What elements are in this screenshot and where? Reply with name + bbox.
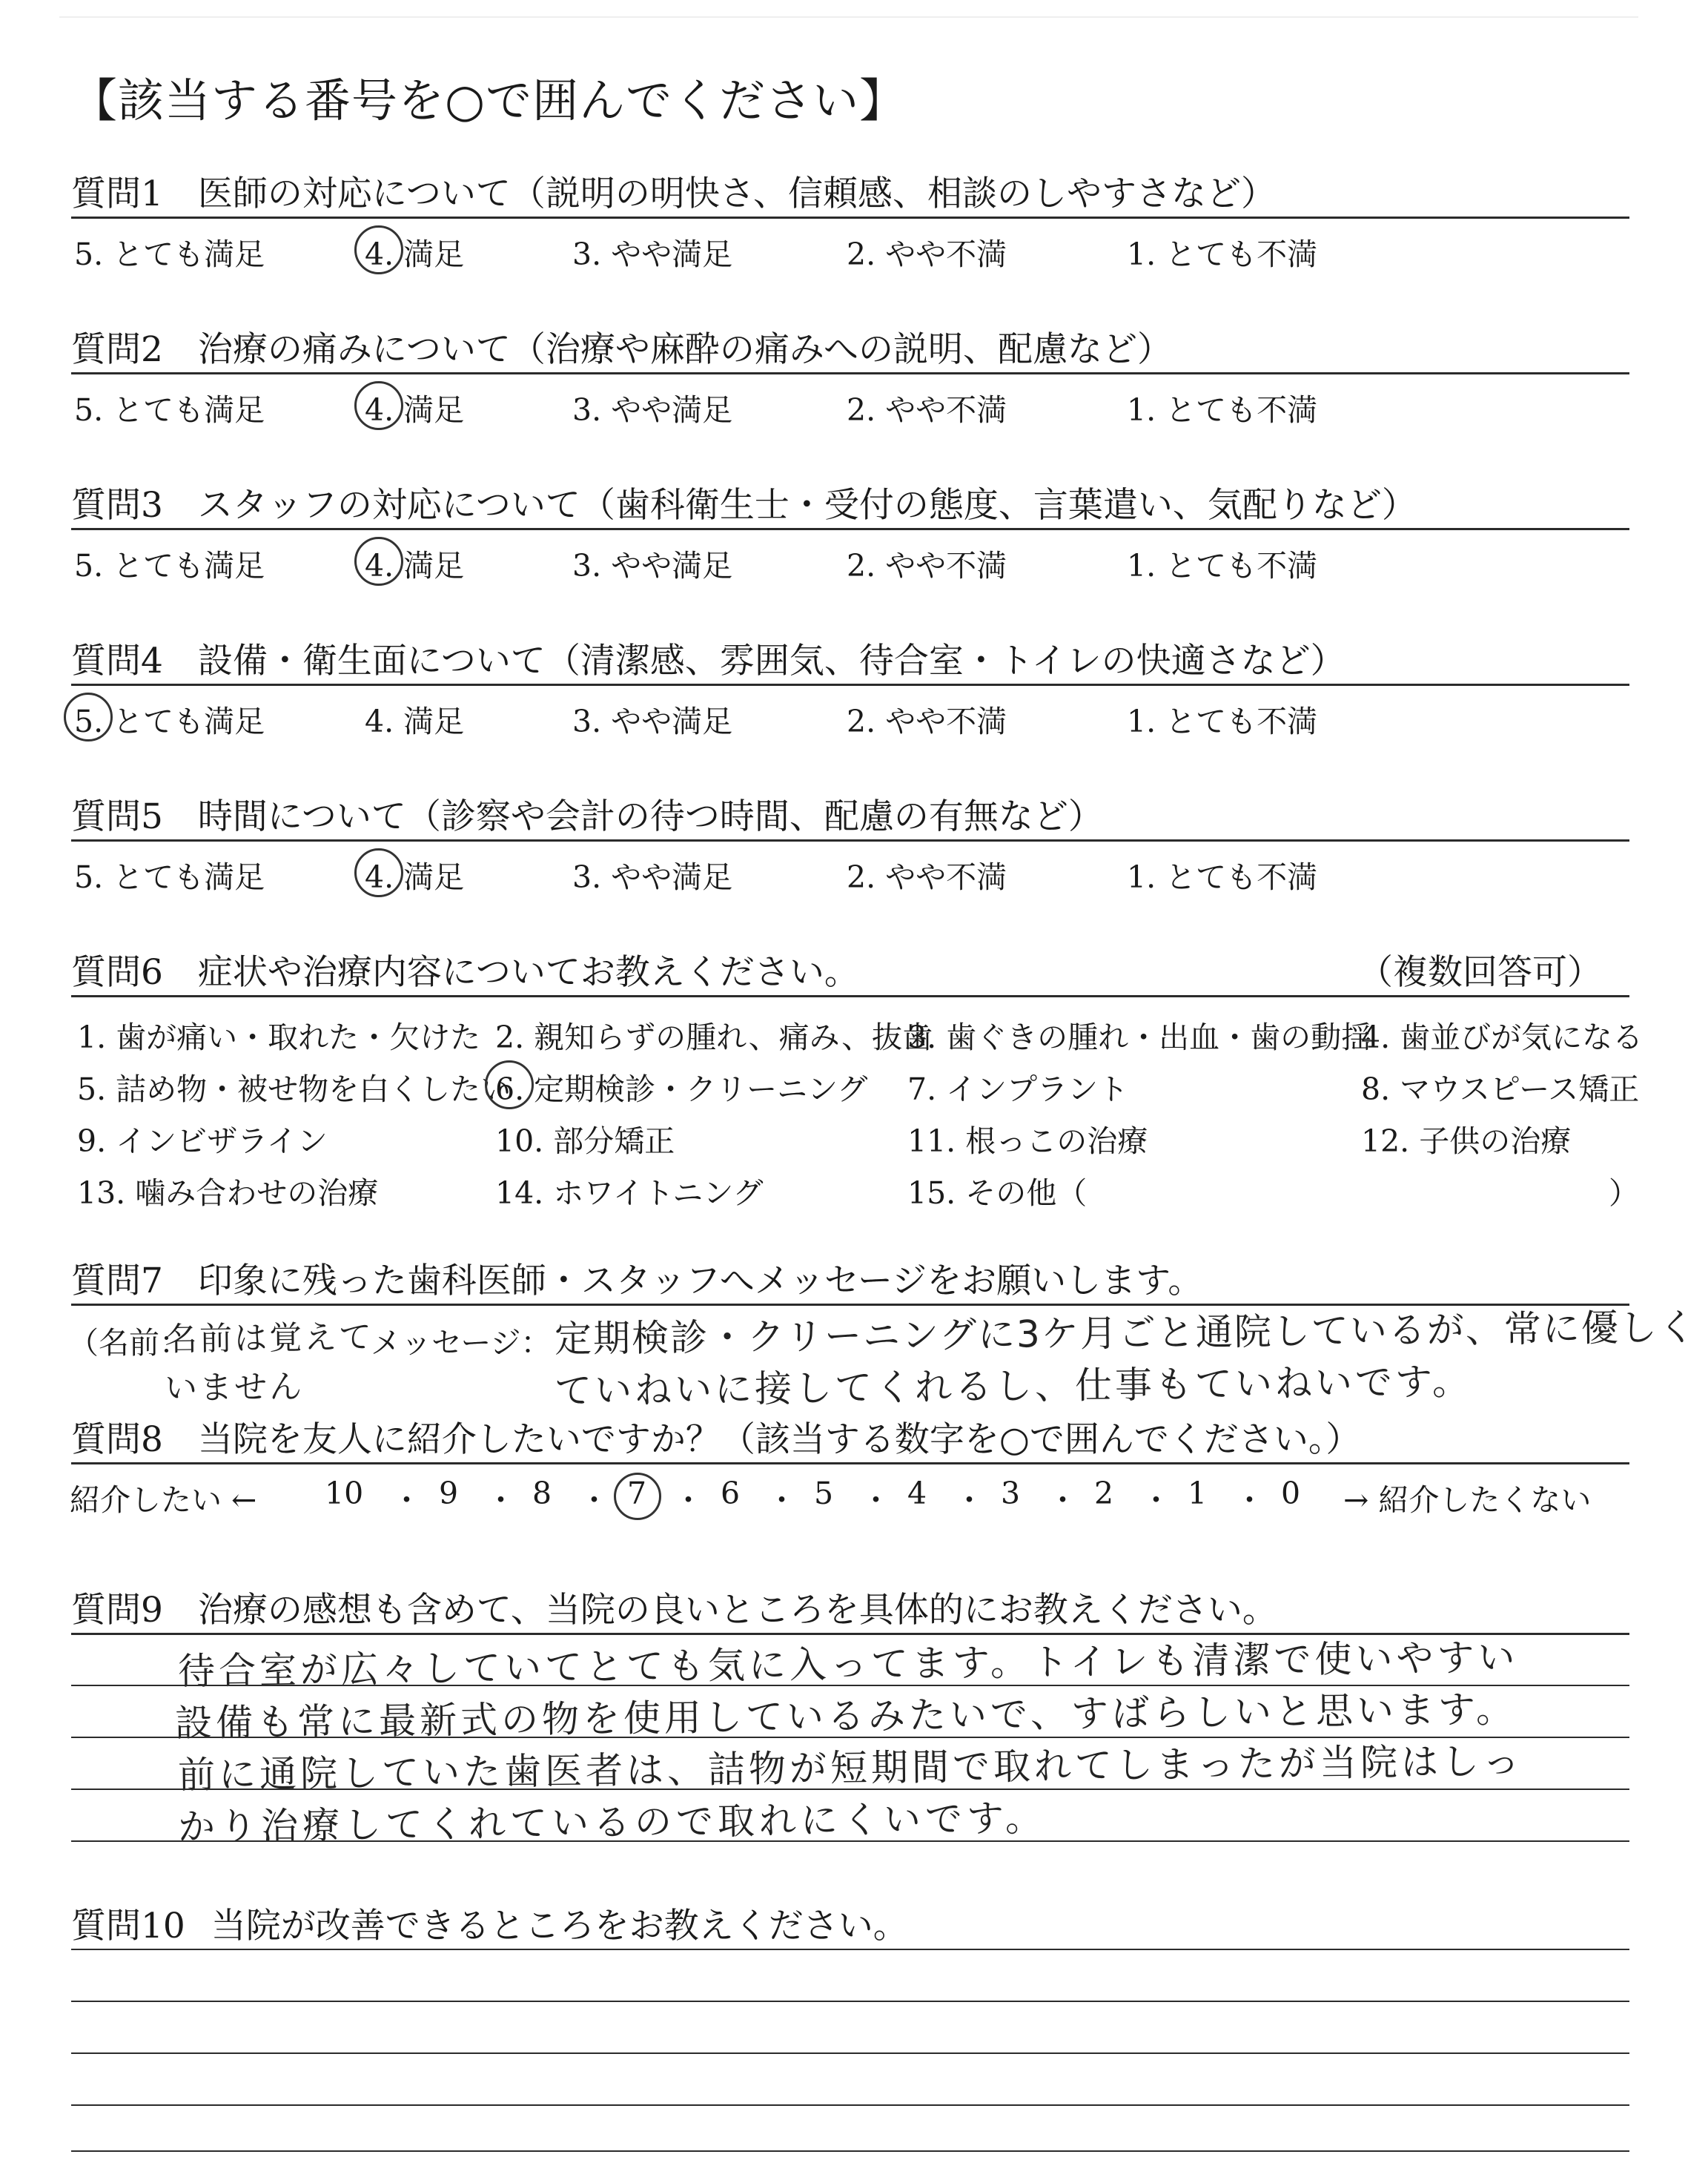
q6-option-8[interactable]: 8. マウスピース矯正: [1361, 1071, 1640, 1107]
question-3-rule: [71, 528, 1629, 530]
q6-option-1[interactable]: 1. 歯が痛い・取れた・欠けた: [77, 1020, 481, 1055]
q3-answer-circle: [354, 537, 403, 586]
question-3-label: 質問3: [71, 485, 163, 526]
q8-scale-7[interactable]: 7: [627, 1476, 647, 1511]
q3-option-1[interactable]: 1. とても不満: [1127, 548, 1318, 584]
question-6-rule: [71, 995, 1629, 997]
q1-option-1[interactable]: 1. とても不満: [1127, 237, 1318, 272]
q6-option-9[interactable]: 9. インビザライン: [77, 1123, 328, 1159]
q8-answer-circle: [614, 1473, 661, 1520]
question-4-header: [71, 633, 1345, 683]
question-8-rule: [71, 1462, 1629, 1464]
q8-scale-8[interactable]: 8: [532, 1476, 552, 1511]
question-10-header: [71, 1898, 908, 1948]
q10-answer-rule-3[interactable]: [71, 2052, 1629, 2054]
q8-scale-3[interactable]: 3: [1001, 1476, 1021, 1511]
q9-answer-line-3[interactable]: 前に通院していた歯医者は、詰物が短期間で取れてしまったが当院はしっ: [177, 1739, 1524, 1797]
q2-answer-circle: [354, 381, 403, 430]
question-9-text: 治療の感想も含めて、当院の良いところを具体的にお教えください。: [197, 1590, 1277, 1631]
question-10-text: 当院が改善できるところをお教えください。: [211, 1906, 908, 1946]
q6-answer-circle: [485, 1060, 534, 1109]
question-3-header: [71, 478, 1417, 527]
question-6-text: 症状や治療内容についてお教えください。: [197, 952, 859, 993]
q6-option-6[interactable]: 6. 定期検診・クリーニング: [495, 1071, 868, 1107]
question-9-label: 質問9: [71, 1590, 163, 1631]
question-2-text: 治療の痛みについて（治療や麻酔の痛みへの説明、配慮など）: [197, 329, 1172, 370]
q1-option-3[interactable]: 3. やや満足: [572, 237, 733, 272]
q8-scale-dot: ・: [1234, 1482, 1265, 1518]
q7-message-line-1[interactable]: 定期検診・クリーニングに3ケ月ごと通院しているが、常に優しく: [554, 1305, 1698, 1361]
question-8-label: 質問8: [71, 1419, 163, 1460]
q7-name-value-line-1[interactable]: 名前は覚えて: [164, 1318, 374, 1358]
q8-scale-4[interactable]: 4: [907, 1476, 927, 1511]
question-3-text: スタッフの対応について（歯科衛生士・受付の態度、言葉遣い、気配りなど）: [197, 485, 1417, 526]
q5-option-5[interactable]: 5. とても満足: [74, 859, 265, 895]
q8-scale-dot: ・: [767, 1482, 797, 1518]
question-2-header: [71, 322, 1172, 371]
q10-answer-rule-4[interactable]: [71, 2104, 1629, 2106]
q8-scale-1[interactable]: 1: [1188, 1476, 1208, 1511]
q7-name-prefix: （名前：: [68, 1325, 190, 1361]
q6-option-7[interactable]: 7. インプラント: [907, 1071, 1129, 1107]
q8-scale-2[interactable]: 2: [1094, 1476, 1114, 1511]
q4-option-3[interactable]: 3. やや満足: [572, 704, 733, 739]
question-6-header: [71, 945, 859, 994]
q8-right-label: → 紹介したくない: [1343, 1482, 1592, 1518]
question-6-note: （複数回答可）: [1358, 952, 1602, 993]
question-8-header: [71, 1412, 1360, 1462]
q3-option-4[interactable]: 4. 満足: [365, 548, 465, 584]
q1-option-5[interactable]: 5. とても満足: [74, 237, 265, 272]
q6-option-11[interactable]: 11. 根っこの治療: [907, 1123, 1148, 1159]
q8-scale-dot: ・: [954, 1482, 984, 1518]
q5-option-4[interactable]: 4. 満足: [365, 859, 465, 895]
q1-option-4[interactable]: 4. 満足: [365, 237, 465, 272]
q1-option-2[interactable]: 2. やや不満: [847, 237, 1007, 272]
q6-option-5[interactable]: 5. 詰め物・被せ物を白くしたい: [77, 1071, 512, 1107]
q8-scale-6[interactable]: 6: [721, 1476, 741, 1511]
q6-option-10[interactable]: 10. 部分矯正: [495, 1123, 675, 1159]
q5-option-1[interactable]: 1. とても不満: [1127, 859, 1318, 895]
q8-scale-5[interactable]: 5: [814, 1476, 834, 1511]
question-6-label: 質問6: [71, 952, 163, 993]
q5-option-3[interactable]: 3. やや満足: [572, 859, 733, 895]
q2-option-4[interactable]: 4. 満足: [365, 392, 465, 428]
q7-message-line-2[interactable]: ていねいに接してくれるし、仕事もていねいです。: [554, 1360, 1473, 1413]
question-9-header: [71, 1582, 1277, 1632]
q8-scale-dot: ・: [391, 1482, 422, 1518]
q9-answer-rule-4: [71, 1840, 1629, 1842]
question-4-text: 設備・衛生面について（清潔感、雰囲気、待合室・トイレの快適さなど）: [197, 641, 1345, 681]
q10-answer-rule-2[interactable]: [71, 2001, 1629, 2002]
q10-answer-rule-5[interactable]: [71, 2150, 1629, 2152]
q2-option-1[interactable]: 1. とても不満: [1127, 392, 1318, 428]
q6-option-13[interactable]: 13. 噛み合わせの治療: [77, 1175, 379, 1211]
q8-scale-dot: ・: [1047, 1482, 1078, 1518]
q3-option-3[interactable]: 3. やや満足: [572, 548, 733, 584]
q8-scale-dot: ・: [861, 1482, 891, 1518]
page-top-divider: [59, 16, 1638, 18]
question-4-rule: [71, 684, 1629, 686]
q8-scale-dot: ・: [579, 1482, 609, 1518]
q8-scale-dot: ・: [486, 1482, 516, 1518]
question-5-text: 時間について（診察や会計の待つ時間、配慮の有無など）: [197, 796, 1103, 837]
question-7-text: 印象に残った歯科医師・スタッフへメッセージをお願いします。: [197, 1261, 1203, 1301]
q3-option-2[interactable]: 2. やや不満: [847, 548, 1007, 584]
q8-scale-dot: ・: [1141, 1482, 1171, 1518]
q4-option-5[interactable]: 5. とても満足: [74, 704, 265, 739]
page-title: 【該当する番号を○で囲んでください】: [71, 73, 907, 128]
q4-option-4[interactable]: 4. 満足: [365, 704, 465, 739]
question-7-header: [71, 1253, 1202, 1303]
q8-scale-9[interactable]: 9: [439, 1476, 459, 1511]
question-5-rule: [71, 839, 1629, 842]
q8-scale-0[interactable]: 0: [1281, 1476, 1301, 1511]
q8-scale-dot: ・: [673, 1482, 704, 1518]
question-5-header: [71, 789, 1103, 839]
q4-option-1[interactable]: 1. とても不満: [1127, 704, 1318, 739]
q6-option-4[interactable]: 4. 歯並びが気になる: [1361, 1020, 1644, 1055]
q9-answer-line-4[interactable]: かり治療してくれているので取れにくいです。: [177, 1796, 1047, 1849]
q8-scale-10[interactable]: 10: [325, 1476, 364, 1511]
q6-option-14[interactable]: 14. ホワイトニング: [495, 1175, 764, 1211]
q4-answer-circle: [64, 693, 113, 742]
q3-option-5[interactable]: 5. とても満足: [74, 548, 265, 584]
question-5-label: 質問5: [71, 796, 163, 837]
question-1-label: 質問1: [71, 174, 163, 214]
q1-answer-circle: [354, 225, 403, 274]
question-2-label: 質問2: [71, 329, 163, 370]
q2-option-5[interactable]: 5. とても満足: [74, 392, 265, 428]
question-1-header: [71, 166, 1276, 216]
q7-name-value-line-2[interactable]: いません: [164, 1368, 305, 1407]
question-7-label: 質問7: [71, 1261, 163, 1301]
q6-option-15[interactable]: 15. その他（: [907, 1175, 1088, 1211]
q4-option-2[interactable]: 2. やや不満: [847, 704, 1007, 739]
q6-option-12[interactable]: 12. 子供の治療: [1361, 1123, 1572, 1159]
question-1-text: 医師の対応について（説明の明快さ、信頼感、相談のしやすさなど）: [197, 174, 1277, 214]
q2-option-3[interactable]: 3. やや満足: [572, 392, 733, 428]
question-4-label: 質問4: [71, 641, 163, 681]
q6-option-15-close: ）: [1609, 1175, 1639, 1211]
q7-message-prefix: メッセージ：: [371, 1325, 552, 1361]
q9-answer-line-1[interactable]: 待合室が広々していてとても気に入ってます。トイレも清潔で使いやすい: [177, 1636, 1519, 1693]
q10-answer-rule-1[interactable]: [71, 1949, 1629, 1950]
q6-option-3[interactable]: 3. 歯ぐきの腫れ・出血・歯の動揺: [907, 1020, 1372, 1055]
q6-option-2[interactable]: 2. 親知らずの腫れ、痛み、抜歯: [495, 1020, 933, 1055]
question-1-rule: [71, 217, 1629, 219]
q5-option-2[interactable]: 2. やや不満: [847, 859, 1007, 895]
question-10-label: 質問10: [71, 1906, 185, 1946]
q9-answer-line-2[interactable]: 設備も常に最新式の物を使用しているみたいで、すばらしいと思います。: [174, 1688, 1517, 1745]
question-8-text: 当院を友人に紹介したいですか？（該当する数字を○で囲んでください。）: [197, 1419, 1361, 1460]
q2-option-2[interactable]: 2. やや不満: [847, 392, 1007, 428]
question-2-rule: [71, 372, 1629, 374]
q8-left-label: 紹介したい ←: [70, 1482, 257, 1518]
q5-answer-circle: [354, 848, 403, 897]
